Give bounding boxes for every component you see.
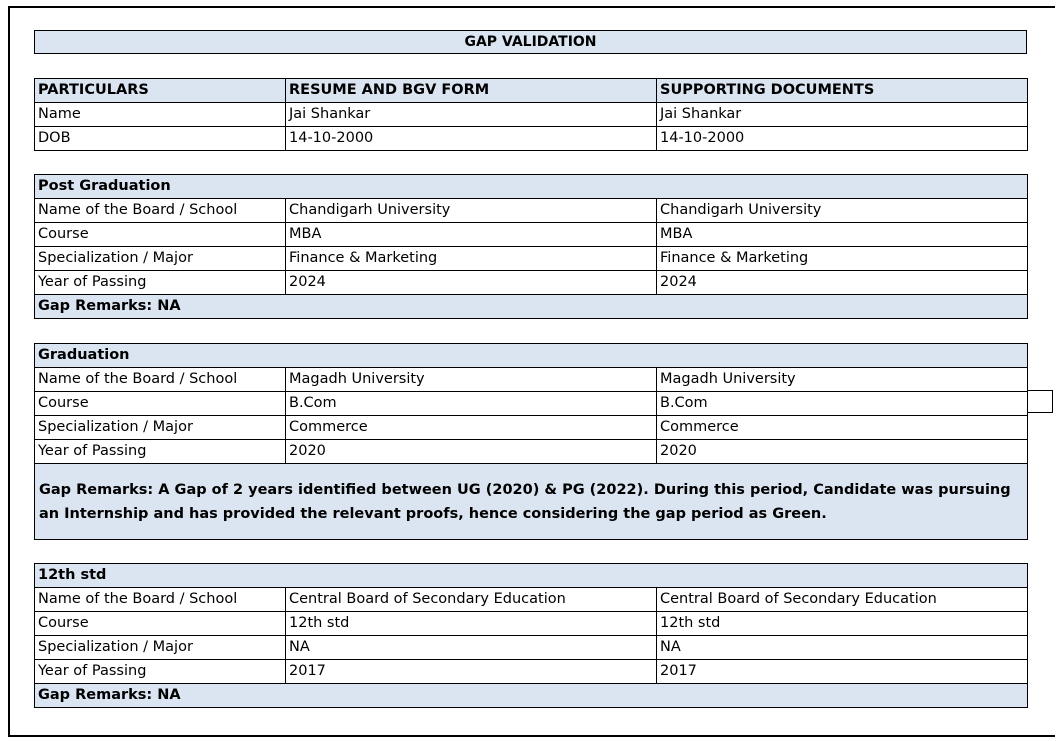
row-label: Specialization / Major — [35, 247, 286, 271]
table-row — [35, 271, 1028, 295]
document-value: Finance & Marketing — [657, 247, 1028, 271]
row-label: DOB — [35, 127, 286, 151]
row-label: Course — [35, 392, 286, 416]
page-title: GAP VALIDATION — [34, 30, 1027, 54]
section-heading: 12th std — [35, 564, 1028, 588]
particulars-table — [34, 78, 1028, 151]
section-heading: Post Graduation — [35, 175, 1028, 199]
document-value: Chandigarh University — [657, 199, 1028, 223]
table-row — [35, 247, 1028, 271]
table-row — [35, 660, 1028, 684]
resume-value: NA — [286, 636, 657, 660]
document-value: 2017 — [657, 660, 1028, 684]
resume-value: Central Board of Secondary Education — [286, 588, 657, 612]
row-label: Year of Passing — [35, 440, 286, 464]
header-cell: SUPPORTING DOCUMENTS — [657, 79, 1028, 103]
resume-value: 2024 — [286, 271, 657, 295]
table-row — [35, 588, 1028, 612]
row-label: Course — [35, 612, 286, 636]
document-value: NA — [657, 636, 1028, 660]
graduation-table — [34, 343, 1028, 540]
document-value: 12th std — [657, 612, 1028, 636]
table-row — [35, 368, 1028, 392]
row-label: Specialization / Major — [35, 636, 286, 660]
document-value: Commerce — [657, 416, 1028, 440]
table-row — [35, 127, 1028, 151]
document-value: MBA — [657, 223, 1028, 247]
document-value: B.Com — [657, 392, 1028, 416]
row-label: Year of Passing — [35, 271, 286, 295]
gap-remarks: Gap Remarks: A Gap of 2 years identified between UG (2020) & PG (2022). During this period, Candidate was pursuing an Internship and has provided the relevant proofs, hence considering the gap period as Green. — [35, 464, 1028, 540]
document-value: 2024 — [657, 271, 1028, 295]
table-header-row — [35, 79, 1028, 103]
post-graduation-table — [34, 174, 1028, 319]
document-value: Magadh University — [657, 368, 1028, 392]
row-label: Name of the Board / School — [35, 199, 286, 223]
section-heading: Graduation — [35, 344, 1028, 368]
resume-value: 14-10-2000 — [286, 127, 657, 151]
document-value: Jai Shankar — [657, 103, 1028, 127]
resume-value: 2020 — [286, 440, 657, 464]
stray-cell-border — [1027, 390, 1053, 413]
gap-remarks: Gap Remarks: NA — [35, 295, 1028, 319]
table-row — [35, 440, 1028, 464]
document-value: 14-10-2000 — [657, 127, 1028, 151]
twelfth-table — [34, 563, 1028, 708]
row-label: Year of Passing — [35, 660, 286, 684]
table-row — [35, 636, 1028, 660]
table-row — [35, 223, 1028, 247]
document-value: 2020 — [657, 440, 1028, 464]
resume-value: Jai Shankar — [286, 103, 657, 127]
header-cell: RESUME AND BGV FORM — [286, 79, 657, 103]
row-label: Name of the Board / School — [35, 368, 286, 392]
header-cell: PARTICULARS — [35, 79, 286, 103]
row-label: Specialization / Major — [35, 416, 286, 440]
table-row — [35, 392, 1028, 416]
table-row — [35, 199, 1028, 223]
table-row — [35, 416, 1028, 440]
document-value: Central Board of Secondary Education — [657, 588, 1028, 612]
row-label: Name — [35, 103, 286, 127]
resume-value: 12th std — [286, 612, 657, 636]
resume-value: MBA — [286, 223, 657, 247]
gap-remarks: Gap Remarks: NA — [35, 684, 1028, 708]
resume-value: Magadh University — [286, 368, 657, 392]
table-row — [35, 103, 1028, 127]
row-label: Course — [35, 223, 286, 247]
resume-value: Commerce — [286, 416, 657, 440]
table-row — [35, 612, 1028, 636]
resume-value: B.Com — [286, 392, 657, 416]
resume-value: Chandigarh University — [286, 199, 657, 223]
resume-value: 2017 — [286, 660, 657, 684]
row-label: Name of the Board / School — [35, 588, 286, 612]
resume-value: Finance & Marketing — [286, 247, 657, 271]
